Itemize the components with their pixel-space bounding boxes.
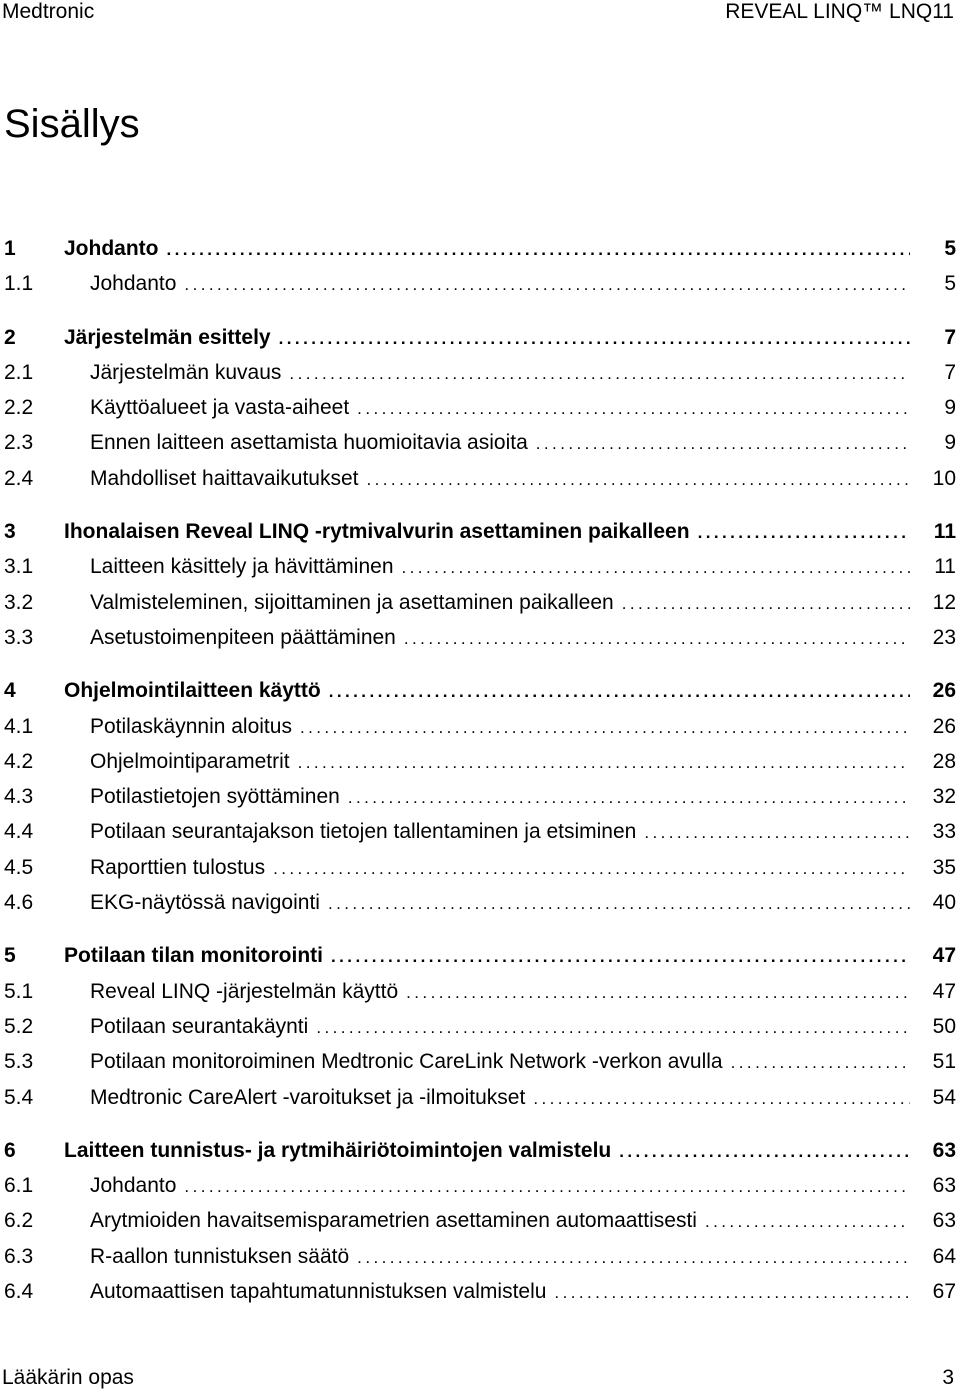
toc-entry-title: Ennen laitteen asettamista huomioitavia asioita	[90, 431, 528, 455]
toc-entry-page: 7	[944, 360, 956, 384]
table-of-contents	[0, 237, 960, 1333]
toc-entry-page: 10	[932, 466, 956, 490]
toc-chapter-entry[interactable]	[0, 679, 960, 714]
toc-dot-leader	[554, 1283, 910, 1303]
toc-section-entry[interactable]	[0, 591, 960, 626]
toc-dot-leader	[406, 983, 910, 1003]
page-footer	[0, 1364, 960, 1392]
toc-entry-page: 63	[932, 1138, 956, 1162]
toc-section-entry[interactable]	[0, 1209, 960, 1244]
toc-entry-page: 11	[933, 520, 956, 544]
toc-entry-title: Laitteen tunnistus- ja rytmihäiriötoimintojen valmistelu	[64, 1138, 612, 1162]
footer-guide-name: Lääkärin opas	[2, 1366, 134, 1389]
toc-entry-title: Arytmioiden havaitsemisparametrien asettaminen automaattisesti	[90, 1209, 697, 1233]
toc-entry-page: 35	[932, 855, 956, 879]
toc-entry-number: 5.2	[4, 1014, 34, 1038]
toc-dot-leader	[328, 894, 910, 914]
toc-entry-title: Ohjelmointiparametrit	[90, 749, 290, 773]
toc-entry-number: 2.1	[4, 360, 34, 384]
toc-dot-leader	[404, 629, 910, 649]
toc-dot-leader	[289, 364, 910, 384]
toc-dot-leader	[731, 1053, 910, 1073]
toc-entry-page: 11	[934, 555, 956, 579]
toc-chapter-entry[interactable]	[0, 237, 960, 272]
toc-chapter-group	[0, 326, 960, 502]
header-product: REVEAL LINQ™ LNQ11	[725, 0, 954, 23]
toc-chapter-group	[0, 1139, 960, 1315]
toc-entry-title: Potilaskäynnin aloitus	[90, 714, 292, 738]
toc-entry-title: Potilastietojen syöttäminen	[90, 785, 340, 809]
toc-entry-page: 5	[944, 272, 956, 296]
toc-entry-title: Johdanto	[90, 1174, 177, 1198]
toc-dot-leader	[644, 823, 910, 843]
toc-dot-leader	[533, 1089, 910, 1109]
toc-entry-title: Ihonalaisen Reveal LINQ -rytmivalvurin asettaminen paikalleen	[64, 520, 690, 544]
toc-entry-page: 51	[932, 1050, 956, 1074]
toc-entry-number: 4.1	[4, 714, 34, 738]
toc-entry-title: Järjestelmän esittely	[64, 325, 271, 349]
toc-entry-page: 12	[932, 590, 956, 614]
toc-section-entry[interactable]	[0, 980, 960, 1015]
toc-entry-number: 3.2	[4, 590, 34, 614]
toc-chapter-entry[interactable]	[0, 1139, 960, 1174]
toc-section-entry[interactable]	[0, 1174, 960, 1209]
toc-entry-number: 6.3	[4, 1244, 34, 1268]
toc-section-entry[interactable]	[0, 626, 960, 661]
toc-entry-title: Raporttien tulostus	[90, 855, 266, 879]
toc-entry-title: Käyttöalueet ja vasta-aiheet	[90, 396, 350, 420]
page-header	[0, 0, 960, 24]
toc-entry-title: Automaattisen tapahtumatunnistuksen valmistelu	[90, 1280, 547, 1304]
toc-entry-number: 4	[4, 679, 16, 703]
toc-dot-leader	[298, 753, 910, 773]
toc-entry-title: EKG-näytössä navigointi	[90, 891, 320, 915]
toc-dot-leader	[273, 859, 910, 879]
toc-entry-title: Potilaan monitoroiminen Medtronic CareLink Network -verkon avulla	[90, 1050, 723, 1074]
toc-entry-page: 54	[932, 1085, 956, 1109]
toc-dot-leader	[331, 947, 910, 967]
toc-entry-page: 63	[932, 1174, 956, 1198]
toc-entry-title: Laitteen käsittely ja hävittäminen	[90, 555, 394, 579]
toc-entry-page: 40	[932, 891, 956, 915]
toc-entry-number: 2.2	[4, 396, 34, 420]
toc-dot-leader	[622, 594, 910, 614]
toc-section-entry[interactable]	[0, 891, 960, 926]
toc-dot-leader	[329, 682, 910, 702]
toc-entry-page: 26	[932, 714, 956, 738]
toc-entry-number: 2.3	[4, 431, 34, 455]
toc-entry-page: 9	[944, 396, 956, 420]
toc-entry-page: 23	[932, 625, 956, 649]
toc-section-entry[interactable]	[0, 1015, 960, 1050]
toc-entry-number: 2	[4, 325, 16, 349]
toc-section-entry[interactable]	[0, 272, 960, 307]
toc-section-entry[interactable]	[0, 785, 960, 820]
toc-entry-number: 1	[4, 237, 16, 260]
toc-entry-title: Johdanto	[64, 237, 159, 260]
toc-dot-leader	[402, 558, 910, 578]
toc-entry-title: Valmisteleminen, sijoittaminen ja asettaminen paikalleen	[90, 590, 614, 614]
toc-entry-title: Potilaan seurantajakson tietojen tallentaminen ja etsiminen	[90, 820, 637, 844]
toc-dot-leader	[300, 718, 910, 738]
toc-entry-page: 50	[932, 1014, 956, 1038]
toc-entry-number: 4.6	[4, 891, 34, 915]
toc-entry-number: 4.4	[4, 820, 34, 844]
toc-section-entry[interactable]	[0, 1280, 960, 1315]
toc-dot-leader	[316, 1018, 910, 1038]
toc-section-entry[interactable]	[0, 1050, 960, 1085]
toc-section-entry[interactable]	[0, 820, 960, 855]
toc-entry-page: 64	[932, 1244, 956, 1268]
toc-entry-page: 67	[932, 1280, 956, 1304]
toc-dot-leader	[357, 1248, 910, 1268]
toc-section-entry[interactable]	[0, 715, 960, 750]
toc-section-entry[interactable]	[0, 467, 960, 502]
toc-entry-number: 4.3	[4, 785, 34, 809]
toc-entry-page: 63	[932, 1209, 956, 1233]
toc-entry-title: Potilaan tilan monitorointi	[64, 944, 323, 968]
toc-dot-leader	[167, 240, 911, 260]
toc-entry-number: 5.4	[4, 1085, 34, 1109]
toc-entry-page: 26	[932, 679, 956, 703]
toc-entry-number: 6.1	[4, 1174, 34, 1198]
toc-dot-leader	[705, 1212, 910, 1232]
toc-section-entry[interactable]	[0, 856, 960, 891]
toc-section-entry[interactable]	[0, 1245, 960, 1280]
toc-entry-title: Reveal LINQ -järjestelmän käyttö	[90, 979, 399, 1003]
toc-entry-number: 4.5	[4, 855, 34, 879]
toc-entry-title: Ohjelmointilaitteen käyttö	[64, 679, 321, 703]
toc-entry-number: 2.4	[4, 466, 34, 490]
toc-entry-number: 5	[4, 944, 16, 968]
toc-dot-leader	[366, 470, 910, 490]
toc-entry-page: 7	[944, 325, 956, 349]
toc-entry-page: 5	[944, 237, 956, 260]
toc-chapter-entry[interactable]	[0, 520, 960, 555]
toc-entry-number: 5.1	[4, 979, 34, 1003]
header-brand: Medtronic	[2, 0, 95, 23]
toc-chapter-entry[interactable]	[0, 944, 960, 979]
toc-entry-number: 3	[4, 520, 16, 544]
toc-section-entry[interactable]	[0, 555, 960, 590]
toc-section-entry[interactable]	[0, 431, 960, 466]
toc-entry-number: 3.3	[4, 625, 34, 649]
toc-entry-title: R-aallon tunnistuksen säätö	[90, 1244, 350, 1268]
footer-page-number: 3	[942, 1366, 954, 1389]
toc-chapter-group	[0, 237, 960, 308]
page-title: Sisällys	[4, 102, 140, 146]
toc-dot-leader	[536, 434, 910, 454]
toc-entry-page: 9	[944, 431, 956, 455]
toc-dot-leader	[698, 523, 910, 543]
toc-entry-number: 5.3	[4, 1050, 34, 1074]
toc-chapter-group	[0, 520, 960, 661]
toc-chapter-group	[0, 944, 960, 1120]
toc-entry-page: 47	[932, 979, 956, 1003]
toc-entry-page: 28	[932, 749, 956, 773]
toc-entry-title: Järjestelmän kuvaus	[90, 360, 282, 384]
toc-entry-number: 1.1	[4, 272, 34, 296]
toc-dot-leader	[279, 329, 910, 349]
toc-entry-title: Johdanto	[90, 272, 177, 296]
toc-section-entry[interactable]	[0, 750, 960, 785]
toc-chapter-entry[interactable]	[0, 326, 960, 361]
toc-entry-number: 3.1	[4, 555, 34, 579]
toc-entry-number: 6.4	[4, 1280, 34, 1304]
toc-dot-leader	[348, 788, 910, 808]
toc-entry-number: 6	[4, 1138, 16, 1162]
toc-entry-title: Asetustoimenpiteen päättäminen	[90, 625, 396, 649]
toc-entry-page: 33	[932, 820, 956, 844]
toc-section-entry[interactable]	[0, 361, 960, 396]
toc-entry-number: 4.2	[4, 749, 34, 773]
toc-entry-title: Potilaan seurantakäynti	[90, 1014, 309, 1038]
toc-dot-leader	[184, 1177, 910, 1197]
toc-chapter-group	[0, 679, 960, 926]
toc-dot-leader	[184, 275, 910, 295]
toc-entry-page: 32	[932, 785, 956, 809]
toc-section-entry[interactable]	[0, 1086, 960, 1121]
toc-entry-page: 47	[932, 944, 956, 968]
toc-entry-title: Mahdolliset haittavaikutukset	[90, 466, 359, 490]
toc-dot-leader	[357, 399, 910, 419]
toc-entry-title: Medtronic CareAlert -varoitukset ja -ilmoitukset	[90, 1085, 526, 1109]
toc-entry-number: 6.2	[4, 1209, 34, 1233]
toc-dot-leader	[619, 1142, 910, 1162]
toc-section-entry[interactable]	[0, 396, 960, 431]
